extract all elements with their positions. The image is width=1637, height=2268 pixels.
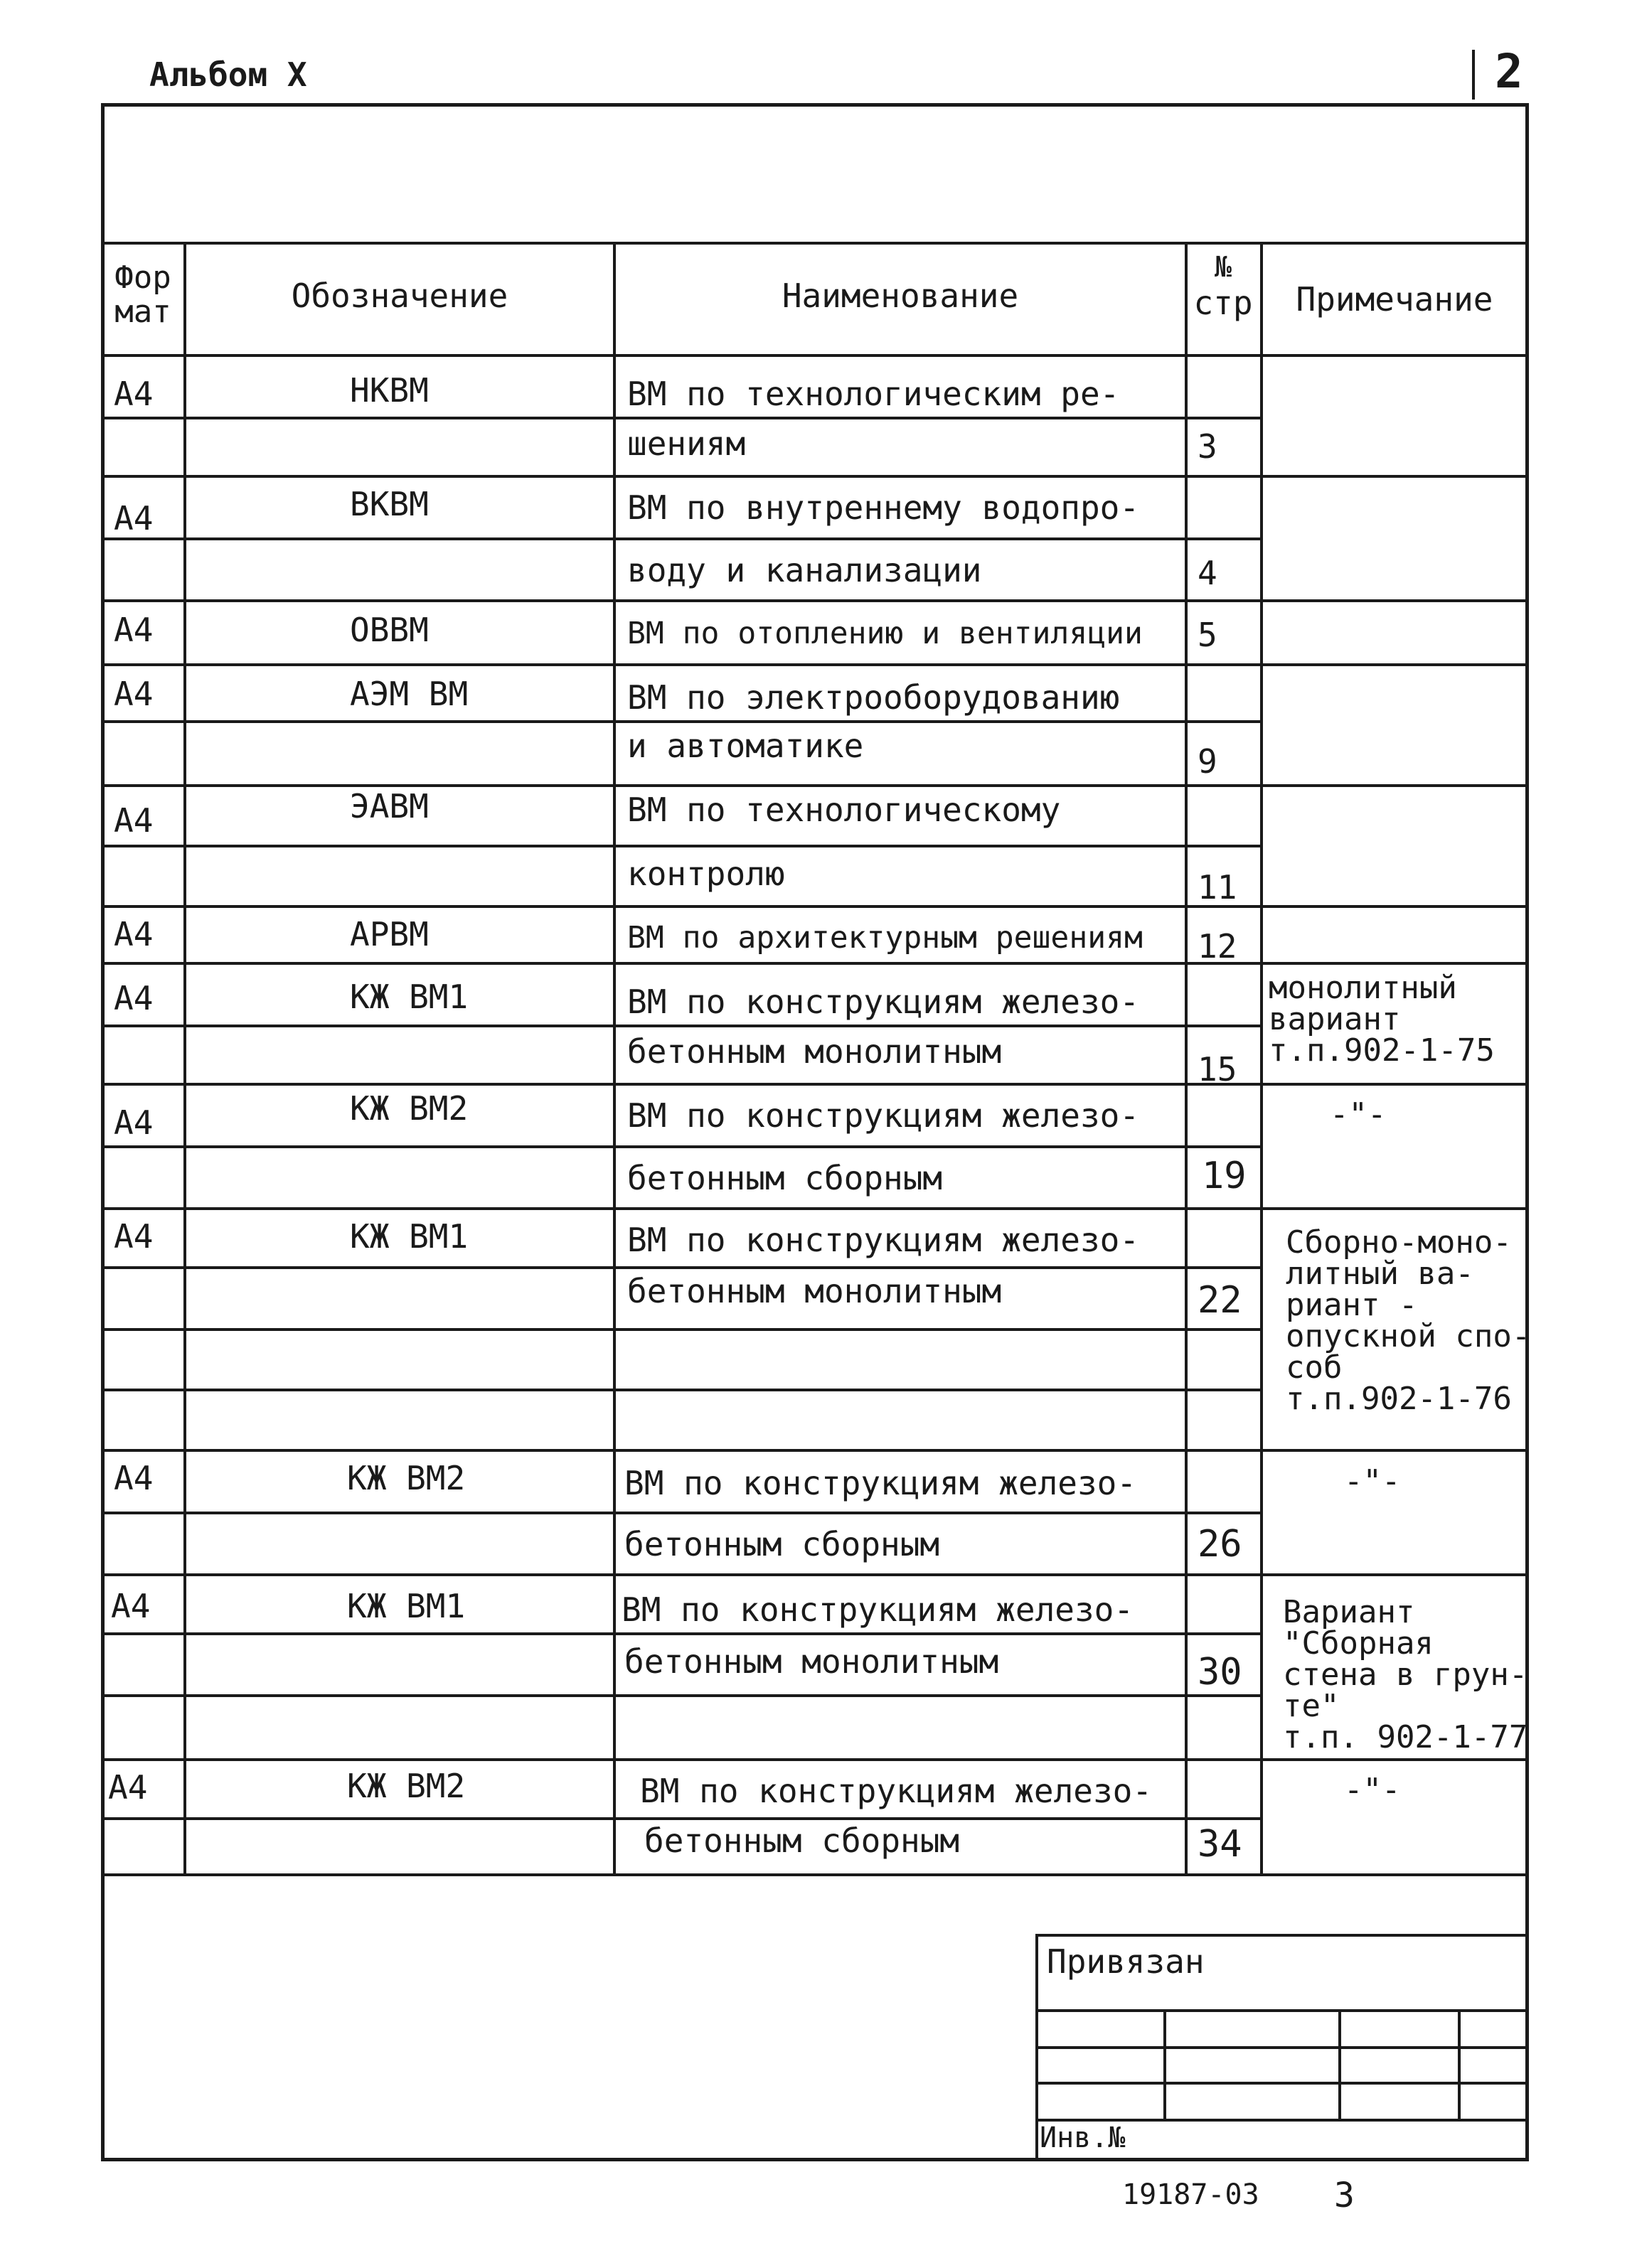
row-designation: КЖ ВМ1	[350, 978, 469, 1016]
row-note-line2: вариант	[1269, 1001, 1401, 1037]
row-format: А4	[114, 1217, 154, 1256]
row-name-line1: ВМ по конструкциям железо-	[622, 1590, 1134, 1629]
row-sep	[101, 599, 1529, 602]
row-format: А4	[114, 499, 154, 537]
row-name-line2: бетонным сборным	[624, 1525, 940, 1563]
row-format: А4	[111, 1587, 151, 1625]
row-sep	[101, 1207, 1529, 1210]
row-sep	[101, 663, 1529, 666]
row-sep	[101, 475, 1529, 478]
row-page: 9	[1198, 742, 1217, 781]
row-name-line2: контролю	[627, 855, 785, 893]
subline-sep	[101, 720, 1260, 723]
row-name-line1: ВМ по электрооборудованию	[627, 678, 1120, 717]
subline-sep	[101, 1266, 1260, 1269]
row-designation: ОВВМ	[350, 611, 429, 649]
row-name-line2: бетонным монолитным	[624, 1642, 999, 1681]
header-note: Примечание	[1296, 280, 1493, 319]
row-note-line3: стена в грун-	[1283, 1657, 1528, 1693]
stamp-bound-label: Привязан	[1047, 1942, 1205, 1981]
row-page: 12	[1198, 927, 1237, 965]
row-note-line1: Вариант	[1283, 1594, 1415, 1630]
row-name-line1: ВМ по конструкциям железо-	[627, 1221, 1140, 1259]
row-name-line1: ВМ по конструкциям железо-	[624, 1464, 1137, 1502]
album-title: Альбом Х	[149, 55, 307, 94]
row-designation: КЖ ВМ1	[350, 1217, 469, 1256]
row-page: 11	[1198, 868, 1237, 906]
row-designation: АРВМ	[350, 915, 429, 953]
subline-sep	[101, 1328, 1260, 1331]
row-name-line1: ВМ по конструкциям железо-	[627, 983, 1140, 1021]
row-note-line1: Сборно-моно-	[1286, 1224, 1512, 1261]
row-format: А4	[114, 979, 154, 1017]
row-name-line2: бетонным сборным	[644, 1822, 960, 1860]
stamp-col-sep	[1338, 2009, 1341, 2119]
row-designation: КЖ ВМ1	[347, 1587, 466, 1625]
table-top-border	[101, 242, 1529, 245]
stamp-col-sep	[1458, 2009, 1461, 2119]
row-format: А4	[114, 375, 154, 413]
subline-sep	[101, 1389, 1260, 1391]
row-note-line1: -"-	[1330, 1096, 1387, 1133]
subline-sep	[101, 1145, 1260, 1148]
row-designation: КЖ ВМ2	[347, 1459, 466, 1497]
row-page: 19	[1202, 1155, 1247, 1197]
stamp-row-sep	[1035, 2009, 1529, 2012]
row-sep	[101, 962, 1529, 965]
row-note-line1: -"-	[1344, 1463, 1401, 1499]
row-name-line2: бетонным монолитным	[627, 1032, 1002, 1071]
subline-sep	[101, 417, 1260, 419]
row-designation: КЖ ВМ2	[347, 1767, 466, 1805]
row-note-line4: те"	[1283, 1688, 1340, 1724]
subline-sep	[101, 1512, 1260, 1514]
header-page-line2: стр	[1193, 284, 1253, 322]
row-format: А4	[114, 915, 154, 953]
col-divider-page	[1260, 242, 1263, 1873]
header-designation: Обозначение	[291, 277, 508, 315]
sheet-number-divider	[1472, 50, 1475, 100]
row-page: 5	[1198, 616, 1217, 654]
row-page: 26	[1198, 1523, 1242, 1566]
row-note-line2: "Сборная	[1283, 1625, 1434, 1662]
stamp-col-sep	[1163, 2009, 1166, 2119]
row-sep	[101, 1573, 1529, 1576]
sheet-number: 2	[1495, 44, 1523, 99]
row-sep	[101, 1083, 1529, 1086]
row-note-line6: т.п.902-1-76	[1286, 1381, 1512, 1417]
row-format: А4	[114, 1459, 154, 1497]
subline-sep	[101, 1694, 1260, 1697]
row-page: 4	[1198, 554, 1217, 592]
row-page: 15	[1198, 1050, 1237, 1088]
row-name-line1: ВМ по архитектурным решениям	[627, 920, 1143, 956]
row-note-line2: литный ва-	[1286, 1256, 1474, 1292]
row-name-line1: ВМ по конструкциям железо-	[627, 1096, 1140, 1135]
row-note-line1: -"-	[1344, 1772, 1401, 1808]
row-note-line1: монолитный	[1269, 970, 1457, 1006]
row-sep	[101, 784, 1529, 787]
row-note-line5: соб	[1286, 1349, 1343, 1386]
row-sep	[101, 1449, 1529, 1452]
row-page: 30	[1198, 1651, 1242, 1694]
row-name-line2: бетонным монолитным	[627, 1272, 1002, 1310]
row-page: 3	[1198, 427, 1217, 466]
header-format-line2: мат	[114, 294, 171, 330]
col-divider-format	[183, 242, 186, 1873]
row-name-line2: и автоматике	[627, 727, 864, 765]
subline-sep	[101, 845, 1260, 847]
table-bottom-border	[101, 1873, 1529, 1876]
row-name-line1: ВМ по внутреннему водопро-	[627, 488, 1140, 527]
row-designation: КЖ ВМ2	[350, 1089, 469, 1128]
row-name-line2: воду и канализации	[627, 551, 982, 589]
row-designation: ВКВМ	[350, 485, 429, 523]
row-sep	[101, 1758, 1529, 1761]
row-designation: ЭАВМ	[350, 787, 429, 825]
row-name-line2: бетонным сборным	[627, 1159, 943, 1197]
col-divider-designation	[613, 242, 616, 1873]
subline-sep	[101, 537, 1260, 540]
header-name: Наименование	[782, 277, 1019, 315]
row-name-line2: шениям	[627, 424, 746, 463]
footer-page: 3	[1334, 2176, 1355, 2215]
row-name-line1: ВМ по технологическому	[627, 791, 1061, 829]
stamp-row-sep	[1035, 2046, 1529, 2049]
row-format: А4	[108, 1768, 148, 1807]
row-note-line5: т.п. 902-1-77	[1283, 1719, 1528, 1755]
row-note-line3: риант -	[1286, 1287, 1418, 1323]
row-format: А4	[114, 801, 154, 840]
row-name-line1: ВМ по технологическим ре-	[627, 375, 1120, 413]
row-designation: АЭМ ВМ	[350, 675, 469, 713]
col-divider-name	[1185, 242, 1188, 1873]
row-sep	[101, 905, 1529, 908]
row-format: А4	[114, 611, 154, 649]
header-page-line1: №	[1214, 251, 1232, 284]
row-designation: НКВМ	[350, 371, 429, 410]
subline-sep	[101, 1025, 1260, 1027]
footer-code: 19187-03	[1122, 2178, 1259, 2211]
row-page: 22	[1198, 1279, 1242, 1322]
subline-sep	[101, 1817, 1260, 1820]
row-format: А4	[114, 1103, 154, 1142]
row-format: А4	[114, 675, 154, 713]
row-note-line3: т.п.902-1-75	[1269, 1032, 1495, 1069]
subline-sep	[101, 1632, 1260, 1635]
stamp-top	[1035, 1934, 1529, 1937]
row-page: 34	[1198, 1823, 1242, 1866]
row-name-line1: ВМ по конструкциям железо-	[640, 1772, 1153, 1810]
header-format-line1: Фор	[114, 260, 171, 296]
row-note-line4: опускной спо-	[1286, 1318, 1531, 1354]
stamp-inventory-label: Инв.№	[1040, 2122, 1126, 2154]
row-name-line1: ВМ по отоплению и вентиляции	[627, 616, 1143, 651]
stamp-row-sep	[1035, 2082, 1529, 2085]
table-header-bottom	[101, 354, 1529, 357]
